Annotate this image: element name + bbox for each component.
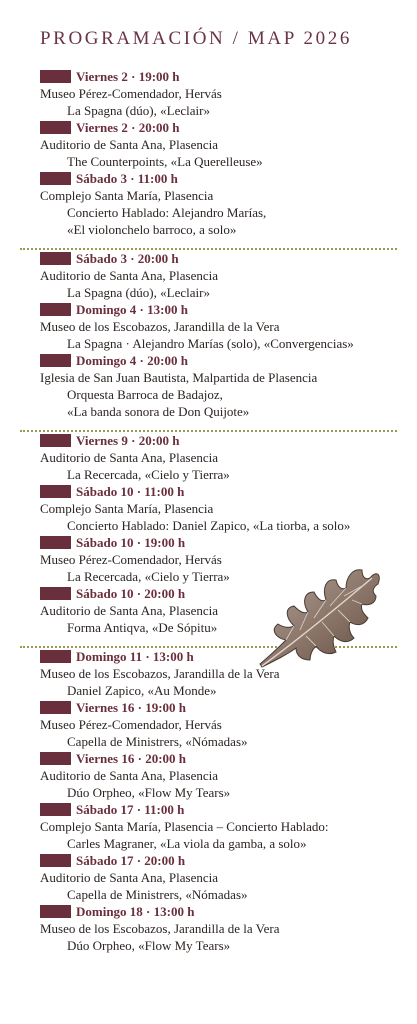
event-program-line: La Spagna · Alejandro Marías (solo), «Convergencias» [67,336,354,351]
event-date: Viernes 9 · 20:00 h [76,432,180,448]
event [40,119,417,170]
date-marker-bar [40,252,71,265]
event-date-row [40,170,417,187]
event [40,68,417,119]
event-date-row [40,119,417,136]
schedule-section [0,68,417,238]
event-venue: Museo Pérez-Comendador, Hervás [40,717,222,732]
date-marker-bar [40,172,71,185]
event-date-row [40,483,417,500]
event-date: Sábado 10 · 20:00 h [76,585,186,601]
page-title: PROGRAMACIÓN / MAP 2026 [40,28,352,49]
event-program-line: La Spagna (dúo), «Leclair» [67,103,210,118]
schedule-section [0,250,417,420]
event-program-line: Orquesta Barroca de Badajoz, [67,387,223,402]
event-venue: Iglesia de San Juan Bautista, Malpartida de Plasencia [40,370,318,385]
event-program-line: Dúo Orpheo, «Flow My Tears» [67,785,231,800]
event-date: Sábado 3 · 20:00 h [76,250,179,266]
date-marker-bar [40,752,71,765]
event-date-row [40,750,417,767]
schedule [0,68,417,954]
event [40,301,417,352]
event [40,170,417,238]
date-marker-bar [40,121,71,134]
event-date: Viernes 16 · 19:00 h [76,699,187,715]
event-date-row [40,852,417,869]
event-venue: Museo de los Escobazos, Jarandilla de la Vera [40,319,280,334]
date-marker-bar [40,303,71,316]
event-program-line: La Recercada, «Cielo y Tierra» [67,467,230,482]
event-program-line: «El violonchelo barroco, a solo» [67,222,237,237]
event-program-line: Daniel Zapico, «Au Monde» [67,683,217,698]
event [40,483,417,534]
date-marker-bar [40,354,71,367]
event-venue: Museo Pérez-Comendador, Hervás [40,86,222,101]
event-venue: Museo de los Escobazos, Jarandilla de la Vera [40,921,280,936]
event-date-row [40,68,417,85]
event-program-line: Capella de Ministrers, «Nómadas» [67,887,248,902]
event-date: Sábado 10 · 19:00 h [76,534,186,550]
event [40,699,417,750]
date-marker-bar [40,854,71,867]
date-marker-bar [40,701,71,714]
event-venue: Complejo Santa María, Plasencia – Concierto Hablado: [40,819,329,834]
date-marker-bar [40,905,71,918]
event-program-line: La Recercada, «Cielo y Tierra» [67,569,230,584]
event-date: Domingo 4 · 13:00 h [76,301,188,317]
event-venue: Auditorio de Santa Ana, Plasencia [40,450,218,465]
event-program-line: Concierto Hablado: Daniel Zapico, «La tiorba, a solo» [67,518,351,533]
event-venue: Auditorio de Santa Ana, Plasencia [40,603,218,618]
schedule-section [0,648,417,954]
event-venue: Auditorio de Santa Ana, Plasencia [40,137,218,152]
oak-leaf-icon [252,556,384,672]
event-program-line: «La banda sonora de Don Quijote» [67,404,250,419]
date-marker-bar [40,485,71,498]
event-date: Domingo 11 · 13:00 h [76,648,194,664]
event-date: Viernes 2 · 20:00 h [76,119,180,135]
event-date: Sábado 10 · 11:00 h [76,483,185,499]
event-program-line: La Spagna (dúo), «Leclair» [67,285,210,300]
event-program-line: Carles Magraner, «La viola da gamba, a solo» [67,836,307,851]
event-date: Sábado 17 · 20:00 h [76,852,186,868]
date-marker-bar [40,803,71,816]
event-date: Domingo 18 · 13:00 h [76,903,195,919]
event [40,903,417,954]
event [40,352,417,420]
event-program-line: Forma Antiqva, «De Sópitu» [67,620,218,635]
event-date-row [40,699,417,716]
event-date-row [40,534,417,551]
event-date: Viernes 16 · 20:00 h [76,750,187,766]
event-date-row [40,250,417,267]
event-venue: Complejo Santa María, Plasencia [40,501,214,516]
event-date-row [40,432,417,449]
event [40,250,417,301]
event-date: Sábado 17 · 11:00 h [76,801,185,817]
event-venue: Museo Pérez-Comendador, Hervás [40,552,222,567]
date-marker-bar [40,434,71,447]
date-marker-bar [40,587,71,600]
event-venue: Complejo Santa María, Plasencia [40,188,214,203]
event-venue: Museo de los Escobazos, Jarandilla de la Vera [40,666,280,681]
event-program-line: Dúo Orpheo, «Flow My Tears» [67,938,231,953]
date-marker-bar [40,536,71,549]
event [40,750,417,801]
event-date: Viernes 2 · 19:00 h [76,68,180,84]
event [40,801,417,852]
event-date-row [40,903,417,920]
date-marker-bar [40,650,71,663]
event-date: Sábado 3 · 11:00 h [76,170,178,186]
event-date-row [40,801,417,818]
event-program-line: Capella de Ministrers, «Nómadas» [67,734,248,749]
event-venue: Auditorio de Santa Ana, Plasencia [40,268,218,283]
event-venue: Auditorio de Santa Ana, Plasencia [40,870,218,885]
event-program-line: Concierto Hablado: Alejandro Marías, [67,205,267,220]
event [40,852,417,903]
event-date-row [40,301,417,318]
event-program-line: The Counterpoints, «La Querelleuse» [67,154,263,169]
event-date-row [40,352,417,369]
event-date: Domingo 4 · 20:00 h [76,352,188,368]
event-venue: Auditorio de Santa Ana, Plasencia [40,768,218,783]
event [40,432,417,483]
date-marker-bar [40,70,71,83]
